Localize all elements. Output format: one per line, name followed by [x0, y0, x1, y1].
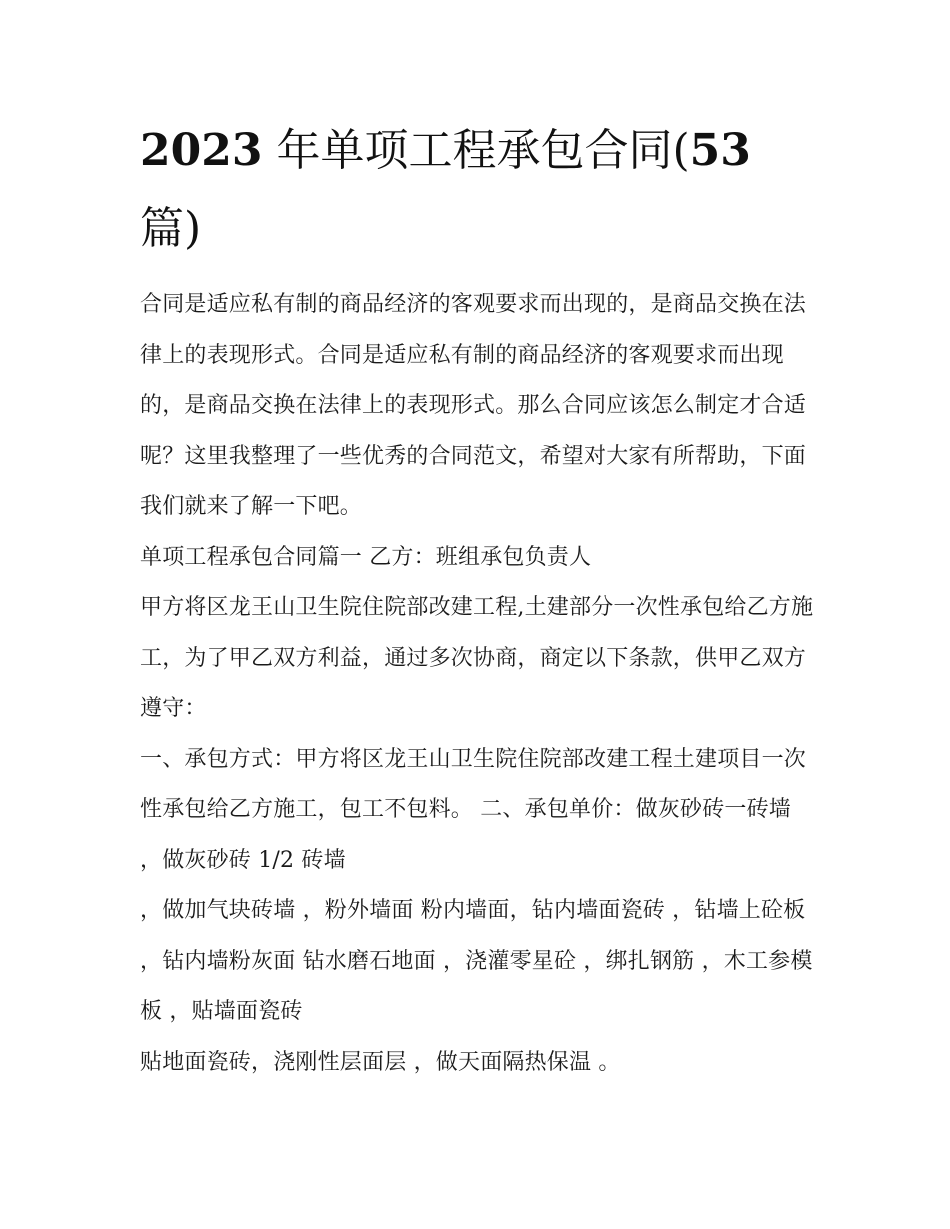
- title-text-1: 年单项工程承包合同(: [276, 125, 690, 176]
- contract-terms-paragraph: 一、承包方式：甲方将区龙王山卫生院住院部改建工程土建项目一次性承包给乙方施工，包工不包料。 二、承包单价：做灰砂砖一砖墙 ，做灰砂砖 1/2 砖墙: [140, 746, 807, 873]
- title-text-2: 篇): [140, 203, 202, 254]
- contract-preamble-paragraph: 甲方将区龙王山卫生院住院部改建工程,土建部分一次性承包给乙方施工，为了甲乙双方利益，通过多次协商，商定以下条款，供甲乙双方遵守：: [140, 595, 814, 721]
- document-body: [140, 280, 820, 1088]
- section-heading-paragraph: 单项工程承包合同篇一 乙方：班组承包负责人: [140, 544, 592, 570]
- title-year: 2023: [140, 125, 263, 176]
- title-count: 53: [689, 125, 751, 176]
- work-items-continued-paragraph: 贴地面瓷砖，浇刚性层面层 ，做天面隔热保温 。: [140, 1049, 621, 1075]
- document-title: [140, 112, 820, 268]
- work-items-paragraph: ，做加气块砖墙 ，粉外墙面 粉内墙面，钻内墙面瓷砖 ，钻墙上砼板 ，钻内墙粉灰面 钻水磨石地面 ，浇灌零星砼 ，绑扎钢筋 ，木工参模板 ，贴墙面瓷砖: [140, 898, 813, 1024]
- intro-paragraph: 合同是适应私有制的商品经济的客观要求而出现的，是商品交换在法律上的表现形式。合同是适应私有制的商品经济的客观要求而出现的，是商品交换在法律上的表现形式。那么合同应该怎么制定才合适呢？这里我整理了一些优秀的合同范文，希望对大家有所帮助，下面我们就来了解一下吧。: [140, 292, 807, 519]
